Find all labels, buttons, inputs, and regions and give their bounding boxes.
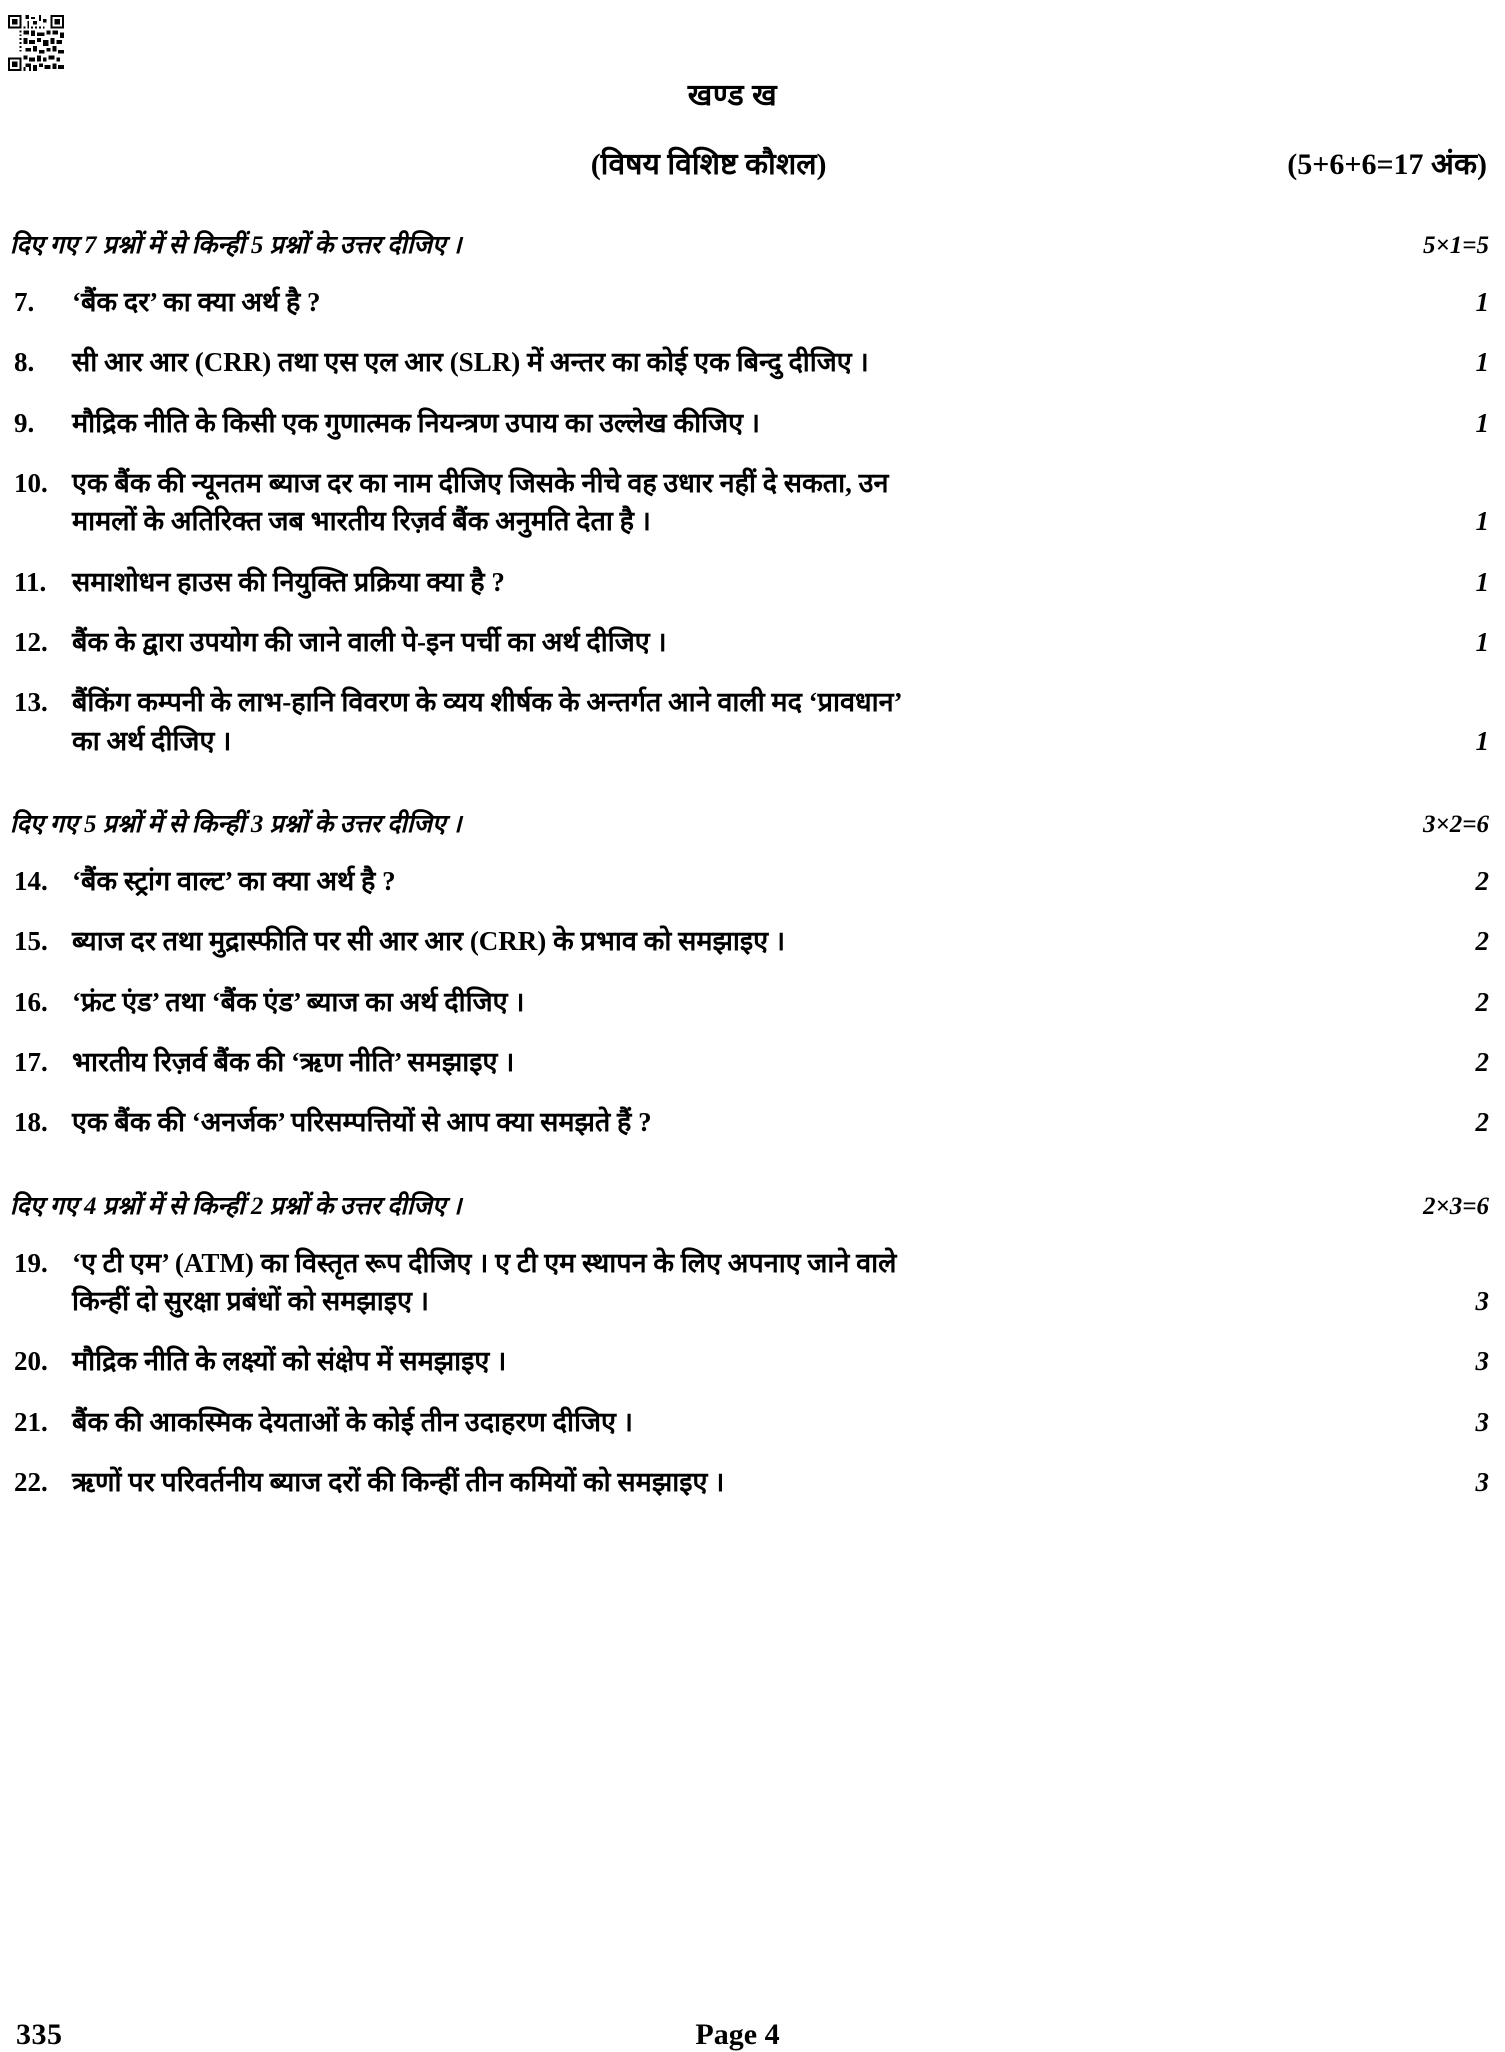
question-text-line: ‘ए टी एम’ (ATM) का विस्तृत रूप दीजिए । ए टी एम स्थापन के लिए अपनाए जाने वाले bbox=[72, 1247, 897, 1278]
question-text-line: मौद्रिक नीति के किसी एक गुणात्मक नियन्त्रण उपाय का उल्लेख कीजिए । bbox=[72, 407, 761, 438]
question-text-line: बैंकिंग कम्पनी के लाभ-हानि विवरण के व्यय शीर्षक के अन्तर्गत आने वाली मद ‘प्रावधान’ bbox=[72, 687, 903, 718]
question-marks: 1 bbox=[1475, 287, 1489, 317]
question-number: 18. bbox=[14, 1107, 48, 1138]
question-marks: 1 bbox=[1475, 725, 1489, 756]
qr-code bbox=[8, 14, 64, 72]
question-number: 14. bbox=[14, 865, 48, 896]
question-number: 21. bbox=[14, 1406, 48, 1437]
question-row bbox=[10, 404, 1491, 442]
section-subtitle-row bbox=[0, 142, 1505, 183]
group-instruction-row bbox=[10, 227, 1491, 261]
question-row bbox=[10, 922, 1491, 960]
question-text-line: ‘फ्रंट एंड’ तथा ‘बैंक एंड’ ब्याज का अर्थ दीजिए । bbox=[72, 986, 525, 1017]
question-text-line: बैंक के द्वारा उपयोग की जाने वाली पे-इन पर्ची का अर्थ दीजिए । bbox=[72, 626, 667, 657]
question-marks: 1 bbox=[1475, 407, 1489, 438]
question-row bbox=[10, 563, 1491, 601]
question-text-line: एक बैंक की न्यूनतम ब्याज दर का नाम दीजिए जिसके नीचे वह उधार नहीं दे सकता, उन bbox=[72, 467, 889, 498]
question-row bbox=[10, 1043, 1491, 1081]
question-row bbox=[10, 283, 1491, 321]
question-number: 11. bbox=[14, 566, 47, 597]
group-instruction-text: दिए गए 5 प्रश्नों में से किन्हीं 3 प्रश्नों के उत्तर दीजिए । bbox=[10, 810, 462, 838]
question-text bbox=[72, 343, 1445, 381]
question-number: 20. bbox=[14, 1346, 48, 1377]
question-number: 8. bbox=[14, 347, 35, 378]
question-marks: 2 bbox=[1475, 926, 1489, 957]
group-instruction-text: दिए गए 4 प्रश्नों में से किन्हीं 2 प्रश्नों के उत्तर दीजिए । bbox=[10, 1192, 462, 1220]
question-text bbox=[72, 983, 1445, 1021]
question-number: 16. bbox=[14, 986, 48, 1017]
question-text-line: बैंक की आकस्मिक देयताओं के कोई तीन उदाहरण दीजिए । bbox=[72, 1406, 633, 1437]
question-number: 9. bbox=[14, 407, 35, 438]
question-text bbox=[72, 1244, 1445, 1321]
group-instruction-row bbox=[10, 806, 1491, 840]
question-text bbox=[72, 404, 1445, 442]
question-text bbox=[72, 464, 1445, 541]
question-number: 13. bbox=[14, 687, 48, 718]
question-text-line: एक बैंक की ‘अनर्जक’ परिसम्पत्तियों से आप क्या समझते हैं ? bbox=[72, 1107, 652, 1138]
question-marks: 1 bbox=[1475, 506, 1489, 537]
question-marks: 3 bbox=[1475, 1285, 1489, 1316]
question-text-line: समाशोधन हाउस की नियुक्ति प्रक्रिया क्या है ? bbox=[72, 566, 505, 597]
question-text bbox=[72, 862, 1445, 900]
question-text-line: मामलों के अतिरिक्त जब भारतीय रिज़र्व बैंक अनुमति देता है । bbox=[72, 506, 651, 537]
question-marks: 1 bbox=[1475, 347, 1489, 378]
section-subtitle: (विषय विशिष्ट कौशल) bbox=[590, 148, 827, 181]
question-text bbox=[72, 563, 1445, 601]
question-text-line: ‘बैंक दर’ का क्या अर्थ है ? bbox=[72, 287, 321, 317]
question-text-line: किन्हीं दो सुरक्षा प्रबंधों को समझाइए । bbox=[72, 1285, 429, 1316]
group-instruction-row bbox=[10, 1188, 1491, 1222]
question-number: 10. bbox=[14, 467, 48, 498]
question-marks: 3 bbox=[1475, 1406, 1489, 1437]
question-text bbox=[72, 283, 1445, 321]
question-text-line: ऋणों पर परिवर्तनीय ब्याज दरों की किन्हीं तीन कमियों को समझाइए । bbox=[72, 1466, 725, 1497]
page-footer bbox=[0, 1992, 1505, 2052]
group-instruction-text: दिए गए 7 प्रश्नों में से किन्हीं 5 प्रश्नों के उत्तर दीजिए । bbox=[10, 232, 462, 259]
question-text bbox=[72, 1342, 1445, 1380]
question-text bbox=[72, 623, 1445, 661]
question-text bbox=[72, 1403, 1445, 1441]
page-header bbox=[0, 0, 1505, 183]
question-row bbox=[10, 1342, 1491, 1380]
question-number: 12. bbox=[14, 626, 48, 657]
question-row bbox=[10, 464, 1491, 541]
question-text-line: सी आर आर (CRR) तथा एस एल आर (SLR) में अन्तर का कोई एक बिन्दु दीजिए । bbox=[72, 347, 869, 378]
page-number: Page 4 bbox=[695, 2018, 780, 2051]
question-row bbox=[10, 1244, 1491, 1321]
question-row bbox=[10, 1403, 1491, 1441]
question-marks: 3 bbox=[1475, 1466, 1489, 1497]
paper-code: 335 bbox=[16, 2018, 63, 2051]
group-instruction-marks: 3×2=6 bbox=[1423, 810, 1489, 838]
question-number: 7. bbox=[14, 287, 35, 317]
question-row bbox=[10, 862, 1491, 900]
question-row bbox=[10, 1463, 1491, 1501]
question-row bbox=[10, 343, 1491, 381]
questions-container bbox=[0, 227, 1505, 1501]
question-row bbox=[10, 1103, 1491, 1141]
question-text bbox=[72, 1463, 1445, 1501]
question-text bbox=[72, 1103, 1445, 1141]
question-marks: 1 bbox=[1475, 566, 1489, 597]
section-title: खण्ड ख bbox=[687, 79, 778, 112]
question-number: 22. bbox=[14, 1466, 48, 1497]
question-marks: 2 bbox=[1475, 865, 1489, 896]
question-number: 15. bbox=[14, 926, 48, 957]
question-text-line: का अर्थ दीजिए । bbox=[72, 725, 232, 756]
question-number: 17. bbox=[14, 1046, 48, 1077]
question-marks: 2 bbox=[1475, 1046, 1489, 1077]
question-text-line: भारतीय रिज़र्व बैंक की ‘ऋण नीति’ समझाइए । bbox=[72, 1046, 515, 1077]
question-text bbox=[72, 922, 1445, 960]
question-row bbox=[10, 983, 1491, 1021]
question-marks: 1 bbox=[1475, 626, 1489, 657]
group-instruction-marks: 5×1=5 bbox=[1423, 232, 1489, 259]
question-marks: 2 bbox=[1475, 986, 1489, 1017]
question-text-line: ब्याज दर तथा मुद्रास्फीति पर सी आर आर (CRR) के प्रभाव को समझाइए । bbox=[72, 926, 786, 957]
question-text bbox=[72, 683, 1445, 760]
question-marks: 2 bbox=[1475, 1107, 1489, 1138]
question-text bbox=[72, 1043, 1445, 1081]
group-instruction-marks: 2×3=6 bbox=[1423, 1192, 1489, 1220]
question-number: 19. bbox=[14, 1247, 48, 1278]
question-text-line: मौद्रिक नीति के लक्ष्यों को संक्षेप में समझाइए । bbox=[72, 1346, 507, 1377]
question-text-line: ‘बैंक स्ट्रांग वाल्ट’ का क्या अर्थ है ? bbox=[72, 865, 396, 896]
question-row bbox=[10, 683, 1491, 760]
question-marks: 3 bbox=[1475, 1346, 1489, 1377]
question-row bbox=[10, 623, 1491, 661]
section-marks: (5+6+6=17 अंक) bbox=[1287, 148, 1487, 181]
